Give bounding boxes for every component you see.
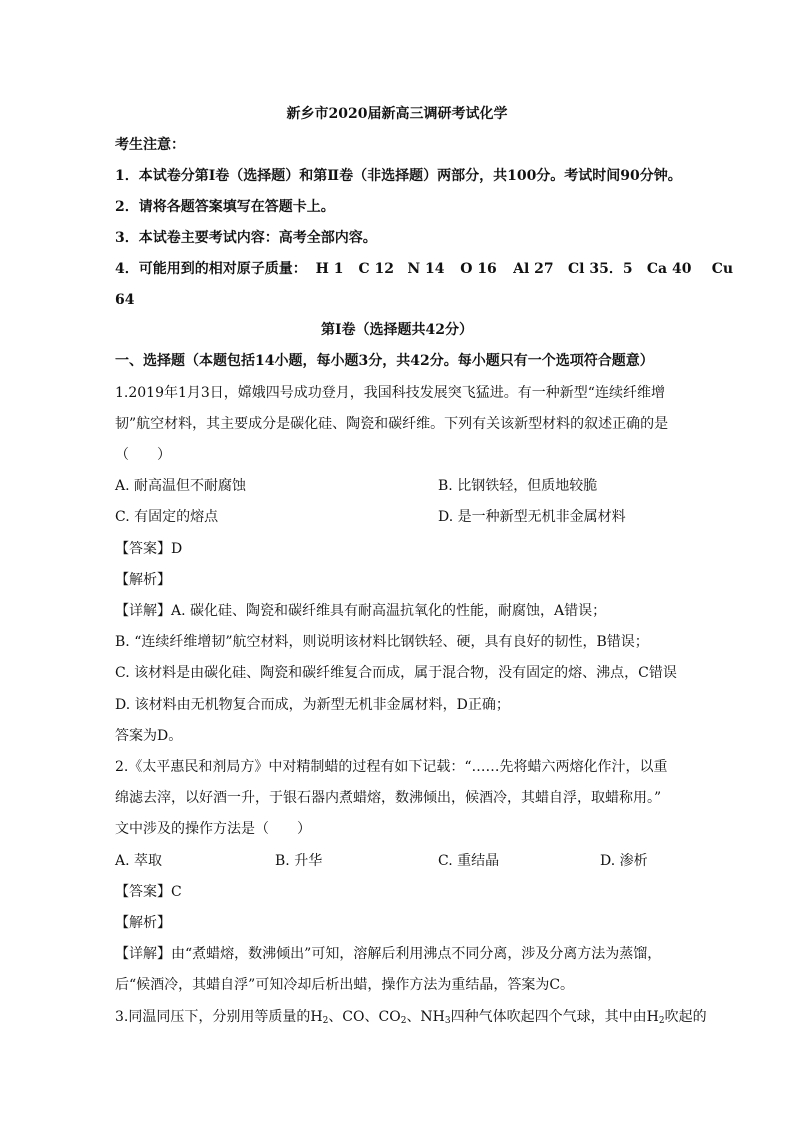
explanation-line: 【详解】A. 碳化硅、陶瓷和碳纤维具有耐高温抗氧化的性能，耐腐蚀，A错误； (115, 603, 607, 619)
question-1-line: 1.2019年1月3日，嫦娥四号成功登月，我国科技发展突飞猛进。有一种新型“连续纤维增 (115, 385, 665, 401)
explanation-line: C. 该材料是由碳化硅、陶瓷和碳纤维复合而成，属于混合物，没有固定的熔、沸点，C错误 (115, 665, 677, 681)
notice-item: 1．本试卷分第Ⅰ卷（选择题）和第Ⅱ卷（非选择题）两部分，共100分。考试时间90分钟。 (115, 168, 682, 184)
atomic-mass: Cu (711, 261, 734, 277)
atomic-mass: Ca 40 (646, 261, 692, 277)
analysis-label: 【解析】 (115, 572, 171, 588)
analysis-label: 【解析】 (115, 915, 171, 931)
atomic-mass: Al 27 (513, 261, 554, 277)
notice-item: 3．本试卷主要考试内容：高考全部内容。 (115, 230, 377, 246)
answer-label: 【答案】C (115, 884, 182, 900)
atomic-mass: H 1 (315, 261, 344, 277)
option-b: B. 比钢铁轻，但质地较脆 (438, 478, 598, 494)
option-a: A. 萃取 (115, 853, 163, 869)
option-d: D. 是一种新型无机非金属材料 (438, 509, 626, 525)
option-d: D. 渗析 (600, 853, 648, 869)
option-a: A. 耐高温但不耐腐蚀 (115, 478, 247, 494)
question-2-line: 绵滤去滓，以好酒一升，于银石器内煮蜡熔，数沸倾出，候酒冷，其蜡自浮，取蜡称用。” (115, 790, 662, 806)
atomic-mass: Cl 35．5 (568, 261, 633, 277)
question-1-line: （ ） (115, 447, 171, 463)
question-2-line: 文中涉及的操作方法是（ ） (115, 821, 311, 837)
explanation-line: D. 该材料由无机物复合而成，为新型无机非金属材料，D正确； (115, 697, 510, 713)
page-title: 新乡市2020届新高三调研考试化学 (286, 106, 508, 122)
option-c: C. 重结晶 (438, 853, 500, 869)
atomic-mass-label: 4．可能用到的相对原子质量： (115, 261, 307, 277)
explanation-line: 【详解】由“煮蜡熔，数沸倾出”可知，溶解后利用沸点不同分离，涉及分离方法为蒸馏， (115, 946, 662, 962)
notice-item: 2．请将各题答案填写在答题卡上。 (115, 199, 335, 215)
atomic-mass: O 16 (460, 261, 497, 277)
atomic-mass: C 12 (358, 261, 394, 277)
question-1-line: 韧”航空材料，其主要成分是碳化硅、陶瓷和碳纤维。下列有关该新型材料的叙述正确的是 (115, 416, 669, 432)
section-title: 第Ⅰ卷（选择题共42分） (320, 322, 474, 338)
atomic-mass-line (115, 259, 733, 279)
notice-heading: 考生注意： (115, 137, 185, 153)
explanation-line: 答案为D。 (115, 728, 183, 744)
atomic-mass-continued: 64 (115, 292, 135, 308)
option-b: B. 升华 (275, 853, 323, 869)
question-2-line: 2.《太平惠民和剂局方》中对精制蜡的过程有如下记载：“……先将蜡六两熔化作汁，以重 (115, 759, 668, 775)
section-instruction: 一、选择题（本题包括14小题，每小题3分，共42分。每小题只有一个选项符合题意） (115, 353, 654, 369)
answer-label: 【答案】D (115, 541, 183, 557)
option-c: C. 有固定的熔点 (115, 509, 219, 525)
atomic-mass: N 14 (407, 261, 445, 277)
explanation-line: 后“候酒冷，其蜡自浮”可知冷却后析出蜡，操作方法为重结晶，答案为C。 (115, 977, 575, 993)
question-3-line: 3.同温同压下，分别用等质量的$H_2$、CO、$CO_2$、$NH_3$四种气体吹起四个气球，其中由$H_2$吹起的 (115, 1009, 707, 1026)
explanation-line: B. “连续纤维增韧”航空材料，则说明该材料比钢铁轻、硬，具有良好的韧性，B错误； (115, 634, 649, 650)
